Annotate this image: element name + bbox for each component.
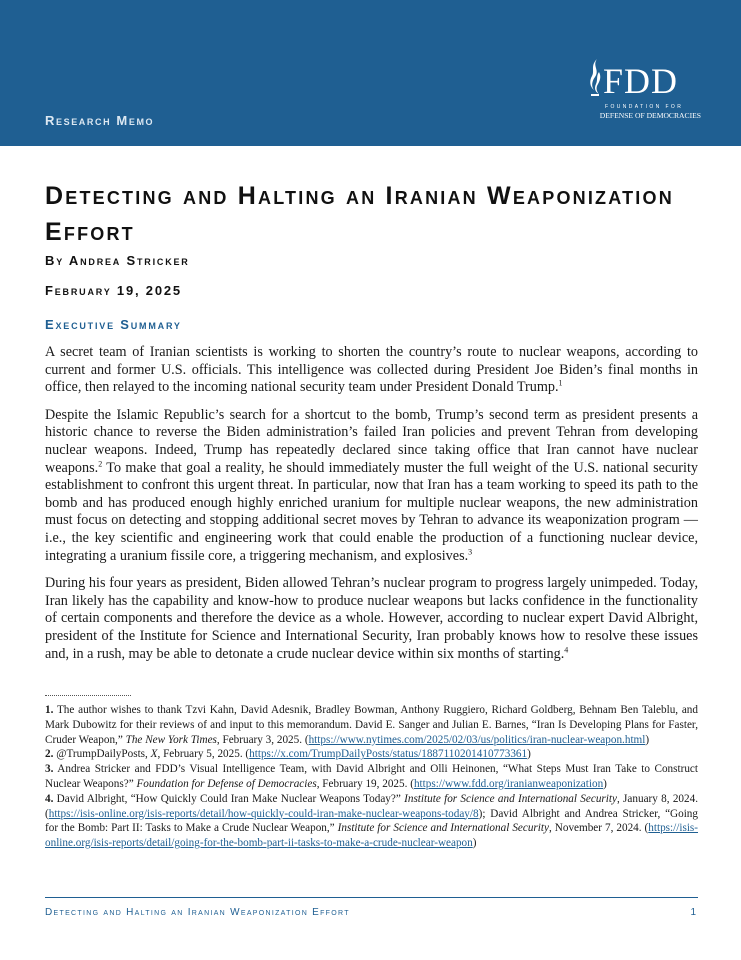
body-text	[45, 344, 698, 673]
flame-icon	[586, 58, 604, 100]
document-title: Detecting and Halting an Iranian Weaponization Effort	[45, 182, 674, 246]
footnote-divider	[45, 695, 131, 696]
footer-title: Detecting and Halting an Iranian Weaponization Effort	[45, 907, 350, 918]
paragraph-2: Despite the Islamic Republic’s search for a shortcut to the bomb, Trump’s second term as president presents a historic chance to reverse the Biden administration’s failed Iran policies and prevent Tehran from developing nuclear weapons. Indeed, Trump has repeatedly declared since taking office that Iran cannot have nuclear weapons.$^2$ To make that goal a reality, he should immediately muster the full weight of the U.S. national security establishment to confront this urgent threat. In particular, now that Iran has a team working to speed its path to the bomb and has produced enough highly enriched uranium for multiple nuclear weapons, the new administration must focus on detecting and stopping additional secret moves by Tehran to advance its weaponization program — i.e., the key scientific and engineering work that could enable the production of a functioning nuclear device, integrating a uranium fissile core, a triggering mechanism, and explosives.$^3$	[45, 406, 698, 564]
paragraph-3: During his four years as president, Biden allowed Tehran’s nuclear program to progress largely unimpeded. Today, Iran likely has the capability and know-how to produce nuclear weapons but lacks confidence in the functionality of certain components and therefore the device as a whole. However, according to nuclear expert David Albright, president of the Institute for Science and International Security, Iran probably knows how to resolve these issues and, in a rush, may be able to detonate a crude nuclear device within six months of starting.$^4$	[45, 575, 698, 662]
footnote-link[interactable]: https://isis-online.org/isis-reports/detail/how-quickly-could-iran-make-nuclear-weapons-today/8	[48, 807, 479, 820]
footnotes	[45, 703, 698, 851]
publication-date: February 19, 2025	[45, 283, 182, 298]
footer-divider	[45, 897, 698, 898]
author-byline: By Andrea Stricker	[45, 253, 190, 268]
footnote-ref[interactable]: 1	[558, 378, 563, 388]
footnote-ref[interactable]: 4	[564, 644, 569, 654]
footnote-link[interactable]: https://www.nytimes.com/2025/02/03/us/politics/iran-nuclear-weapon.html	[308, 733, 646, 746]
footnote-link[interactable]: https://www.fdd.org/iranianweaponization	[413, 777, 604, 790]
footnote-link[interactable]: https://isis-online.org/isis-reports/detail/going-for-the-bomb-part-ii-tasks-to-make-a-crude-nuclear-weapon	[45, 822, 699, 850]
footnote-1: 1. The author wishes to thank Tzvi Kahn, David Adesnik, Bradley Bowman, Anthony Ruggiero, Richard Goldberg, Behnam Ben Taleblu, and Mark Dubowitz for their reviews of and input to this memorandum. David E. Sanger and Julian E. Barnes, “Iran Is Developing Plans for Faster, Cruder Weapon,” The New York Times, February 3, 2025. (https://www.nytimes.com/2025/02/03/us/politics/iran-nuclear-weapon.html)	[45, 704, 698, 746]
footnote-ref[interactable]: 2	[98, 458, 103, 468]
footnote-link[interactable]: https://x.com/TrumpDailyPosts/status/1887110201410773361	[249, 748, 528, 761]
header-banner	[0, 0, 741, 146]
document-type-label: Research Memo	[45, 113, 155, 128]
footnote-3: 3. Andrea Stricker and FDD’s Visual Intelligence Team, with David Albright and Olli Heinonen, “What Steps Must Iran Take to Construct Nuclear Weapons?” Foundation for Defense of Democracies, February 19, 2025. (https://www.fdd.org/iranianweaponization)	[45, 763, 698, 790]
footnote-4: 4. David Albright, “How Quickly Could Iran Make Nuclear Weapons Today?” Institute for Science and International Security, January 8, 2024. (https://isis-online.org/isis-reports/detail/how-quickly-could-iran-make-nuclear-weapons-today/8); David Albright and Andrea Stricker, “Going for the Bomb: Part II: Tasks to Make a Crude Nuclear Weapon,” Institute for Science and International Security, November 7, 2024. (https://isis-online.org/isis-reports/detail/going-for-the-bomb-part-ii-tasks-to-make-a-crude-nuclear-weapon)	[45, 792, 699, 850]
section-heading: Executive Summary	[45, 317, 182, 332]
logo-wordmark: FDD	[603, 61, 679, 101]
logo-subtitle-line1: FOUNDATION FOR	[605, 104, 684, 110]
fdd-logo[interactable]	[586, 58, 701, 124]
paragraph-1: A secret team of Iranian scientists is working to shorten the country’s route to nuclear weapons, according to current and former U.S. officials. This intelligence was collected during President Joe Biden’s final months in office, then relayed to the incoming national security team under President Donald Trump.$^1$	[45, 344, 698, 396]
footnote-ref[interactable]: 3	[468, 546, 473, 556]
logo-subtitle-line2: DEFENSE OF DEMOCRACIES	[599, 111, 701, 120]
footnote-2: 2. @TrumpDailyPosts, X, February 5, 2025. (https://x.com/TrumpDailyPosts/status/1887110201410773361)	[45, 748, 531, 761]
page-number: 1	[690, 907, 696, 918]
